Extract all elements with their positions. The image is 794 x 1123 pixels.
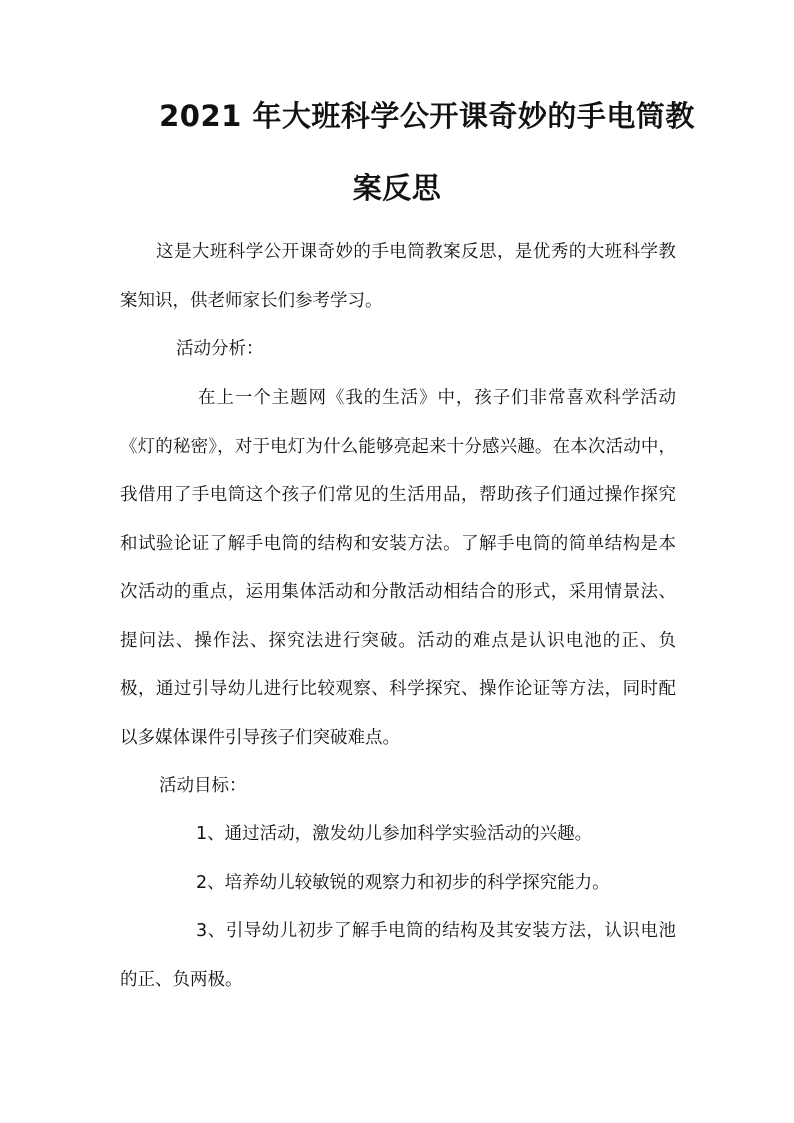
goal-item-1: 1、通过活动，激发幼儿参加科学实验活动的兴趣。 — [196, 824, 593, 844]
analysis-paragraph: 在上一个主题网《我的生活》中，孩子们非常喜欢科学活动《灯的秘密》，对于电灯为什么能够亮起来十分感兴趣。在本次活动中，我借用了手电筒这个孩子们常见的生活用品，帮助孩子们通过操作探究和试验论证了解手电筒的结构和安装方法。了解手电筒的简单结构是本次活动的重点，运用集体活动和分散活动相结合的形式，采用情景法、提问法、操作法、探究法进行突破。活动的难点是认识电池的正、负极，通过引导幼儿进行比较观察、科学探究、操作论证等方法，同时配以多媒体课件引导孩子们突破难点。 — [120, 388, 676, 748]
analysis-heading: 活动分析： — [176, 339, 264, 359]
goals-heading: 活动目标： — [159, 776, 247, 796]
intro-paragraph: 这是大班科学公开课奇妙的手电筒教案反思，是优秀的大班科学教案知识，供老师家长们参考学习。 — [120, 242, 676, 311]
document-title-line-2: 案反思 — [352, 171, 442, 205]
goal-item-3: 3、引导幼儿初步了解手电筒的结构及其安装方法，认识电池的正、负两极。 — [120, 921, 676, 990]
goal-item-2: 2、培养幼儿较敏锐的观察力和初步的科学探究能力。 — [196, 873, 610, 893]
document-title-line-1: 2021 年大班科学公开课奇妙的手电筒教 — [159, 99, 695, 133]
